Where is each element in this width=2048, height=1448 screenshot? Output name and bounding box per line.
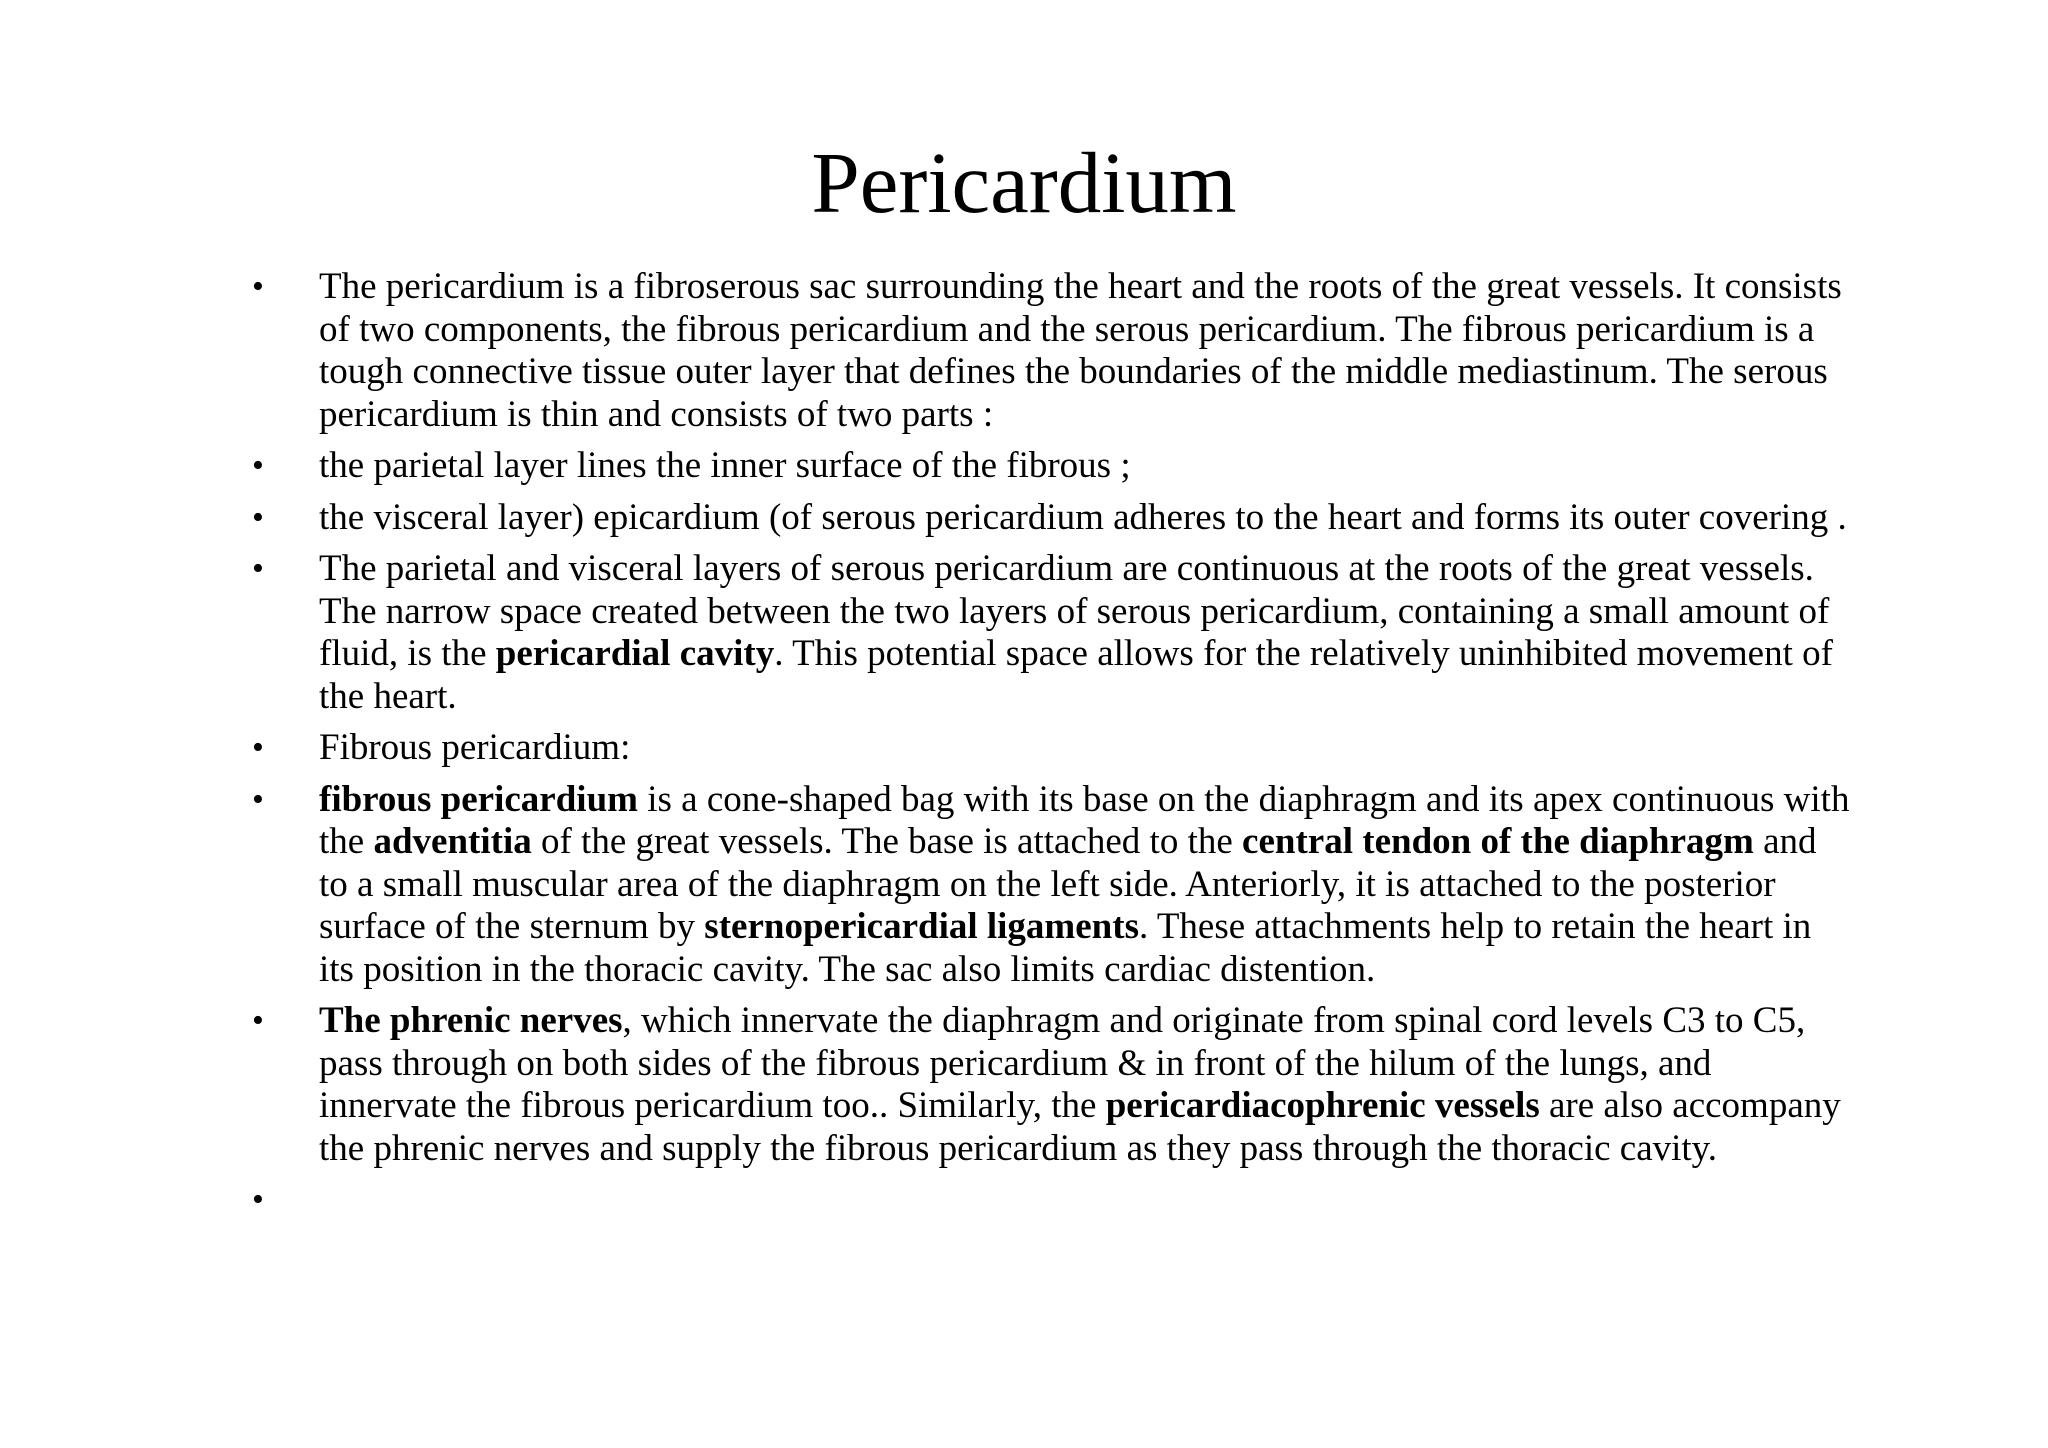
bullet-marker: • bbox=[252, 1181, 264, 1218]
bullet-item bbox=[252, 445, 1852, 488]
bullet-text bbox=[319, 779, 1849, 990]
bullet-marker: • bbox=[252, 550, 264, 587]
bullet-text bbox=[319, 497, 1847, 538]
bold-term: The phrenic nerves bbox=[319, 1000, 623, 1041]
text-run: The pericardium is a fibroserous sac surrounding the heart and the roots of the great vessels. It consists of two components, the fibrous pericardium and the serous pericardium. The fibrous pericardium is a tough connective tissue outer layer that defines the boundaries of the middle mediastinum. The serous pericardium is thin and consists of two parts : bbox=[319, 266, 1842, 435]
bullet-marker: • bbox=[252, 447, 264, 484]
bullet-text bbox=[319, 1000, 1841, 1169]
text-run: . This potential space allows for the relatively uninhibited movement of the heart. bbox=[319, 633, 1833, 717]
bullet-text bbox=[319, 727, 630, 768]
bullet-text bbox=[319, 445, 1131, 486]
text-run: are also accompany the phrenic nerves and supply the fibrous pericardium as they pass through the thoracic cavity. bbox=[319, 1085, 1841, 1169]
bold-term: pericardiacophrenic vessels bbox=[1105, 1085, 1540, 1126]
slide-title: Pericardium bbox=[811, 134, 1237, 231]
bold-term: adventitia bbox=[373, 821, 532, 862]
text-run: The parietal and visceral layers of serous pericardium are continuous at the roots of the great vessels. The narrow space created between the two layers of serous pericardium, containing a small amount of fluid, is the bbox=[319, 548, 1830, 674]
bold-term: pericardial cavity bbox=[495, 633, 775, 674]
bullet-item bbox=[252, 779, 1852, 992]
bullet-marker: • bbox=[252, 268, 264, 305]
bullet-text bbox=[319, 266, 1842, 435]
bullet-marker: • bbox=[252, 498, 264, 536]
bullet-item bbox=[252, 1000, 1852, 1170]
bold-term: central tendon of the diaphragm bbox=[1242, 821, 1754, 862]
text-run: of the great vessels. The base is attached to the bbox=[531, 821, 1243, 862]
text-run: is a cone-shaped bag with its base on the diaphragm and its apex continuous with the bbox=[319, 778, 1850, 862]
bullet-item bbox=[252, 1179, 1852, 1221]
bullet-marker: • bbox=[252, 780, 264, 818]
bold-term: sternopericardial ligaments bbox=[704, 906, 1139, 947]
text-run: , which innervate the diaphragm and originate from spinal cord levels C3 to C5, pass through on both sides of the fibrous pericardium & in front of the hilum of the lungs, and innervate the fibrous pericardium too.. Similarly, the bbox=[319, 1000, 1806, 1126]
bullet-item bbox=[252, 497, 1852, 540]
bullet-item bbox=[252, 727, 1852, 770]
bold-term: fibrous pericardium bbox=[319, 778, 638, 820]
bullet-list bbox=[252, 266, 1852, 1230]
text-run: and to a small muscular area of the diaphragm on the left side. Anteriorly, it is attached to the posterior surface of the sternum by bbox=[319, 821, 1817, 947]
bullet-text bbox=[319, 548, 1833, 717]
text-run: the visceral layer) epicardium (of serous pericardium adheres to the heart and forms its outer covering . bbox=[319, 496, 1847, 538]
text-run: Fibrous pericardium: bbox=[319, 727, 631, 768]
text-run: the parietal layer lines the inner surface of the fibrous ; bbox=[319, 445, 1131, 486]
bullet-item bbox=[252, 548, 1852, 718]
bullet-marker: • bbox=[252, 1002, 264, 1039]
text-run: . These attachments help to retain the heart in its position in the thoracic cavity. The sac also limits cardiac distention. bbox=[319, 906, 1812, 990]
bullet-marker: • bbox=[252, 729, 264, 766]
bullet-item bbox=[252, 266, 1852, 436]
